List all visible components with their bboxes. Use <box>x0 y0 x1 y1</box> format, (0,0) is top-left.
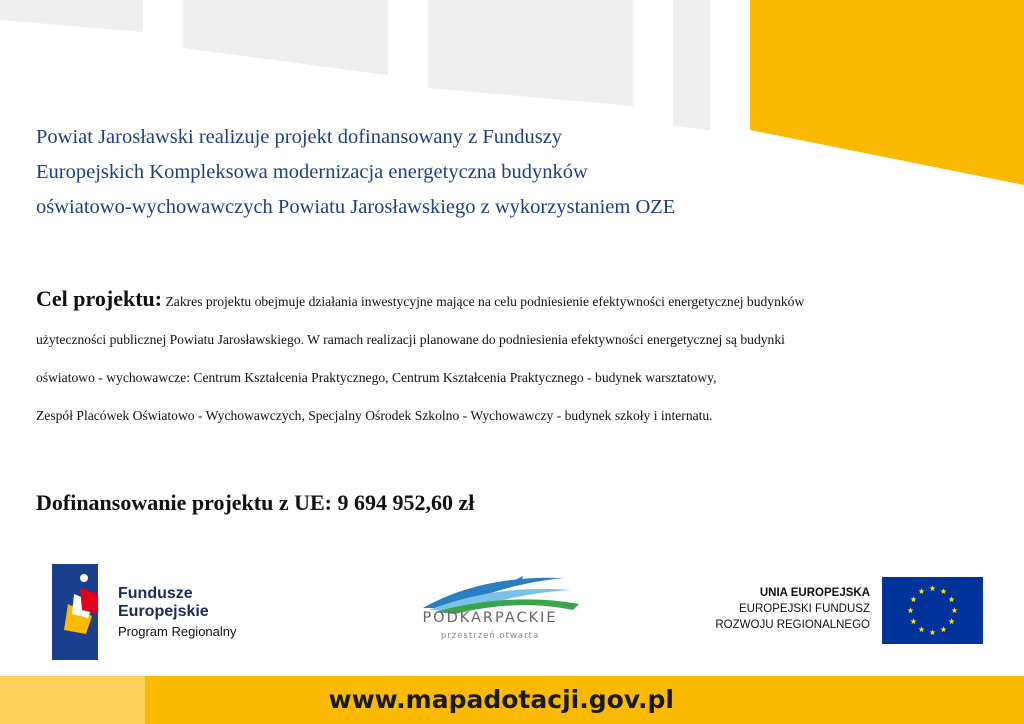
ue-text <box>690 585 870 633</box>
ue-line3: ROZWOJU REGIONALNEGO <box>715 619 870 631</box>
title-line: oświatowo-wychowawczych Powiatu Jarosławskiego z wykorzystaniem OZE <box>36 196 676 218</box>
fundusze-line2: Europejskie <box>118 603 209 620</box>
funding-amount: Dofinansowanie projektu z UE: 9 694 952,60 zł <box>36 490 475 515</box>
ue-line2: EUROPEJSKI FUNDUSZ <box>739 603 870 615</box>
podkarpackie-tagline: przestrzeń otwarta <box>440 631 540 641</box>
goal-heading: Cel projektu: <box>36 286 163 311</box>
footer-url[interactable]: www.mapadotacji.gov.pl <box>328 685 674 714</box>
title-line: Powiat Jarosławski realizuje projekt dofinansowany z Funduszy <box>36 126 563 148</box>
gray-block-2 <box>183 0 388 75</box>
fundusze-text <box>118 585 237 641</box>
title-line: Europejskich Kompleksowa modernizacja energetyczna budynków <box>36 161 588 183</box>
fundusze-line1: Fundusze <box>118 585 193 602</box>
goal-text-line: Zakres projektu obejmuje działania inwestycyjne mające na celu podniesienie efektywności energetycznej budynków <box>165 294 805 309</box>
project-goal <box>36 280 1011 435</box>
goal-text-line: Zespół Placówek Oświatowo - Wychowawczych, Specjalny Ośrodek Szkolno - Wychowawczy - budynek szkoły i internatu. <box>36 408 713 423</box>
fundusze-line3: Program Regionalny <box>118 624 237 639</box>
gray-block-1 <box>0 0 143 32</box>
gray-block-4 <box>673 0 710 130</box>
gray-block-3 <box>428 0 633 106</box>
goal-text-line: oświatowo - wychowawcze: Centrum Kształcenia Praktycznego, Centrum Kształcenia Praktycznego - budynek warsztatowy, <box>36 370 717 385</box>
project-title <box>36 120 796 225</box>
ue-line1: UNIA EUROPEJSKA <box>759 587 870 599</box>
eu-flag-icon <box>882 577 983 644</box>
podkarpackie-name: PODKARPACKIE <box>422 610 558 626</box>
goal-text-line: użyteczności publicznej Powiatu Jarosławskiego. W ramach realizacji planowane do podniesienia efektywności energetycznej są budynki <box>36 332 785 347</box>
